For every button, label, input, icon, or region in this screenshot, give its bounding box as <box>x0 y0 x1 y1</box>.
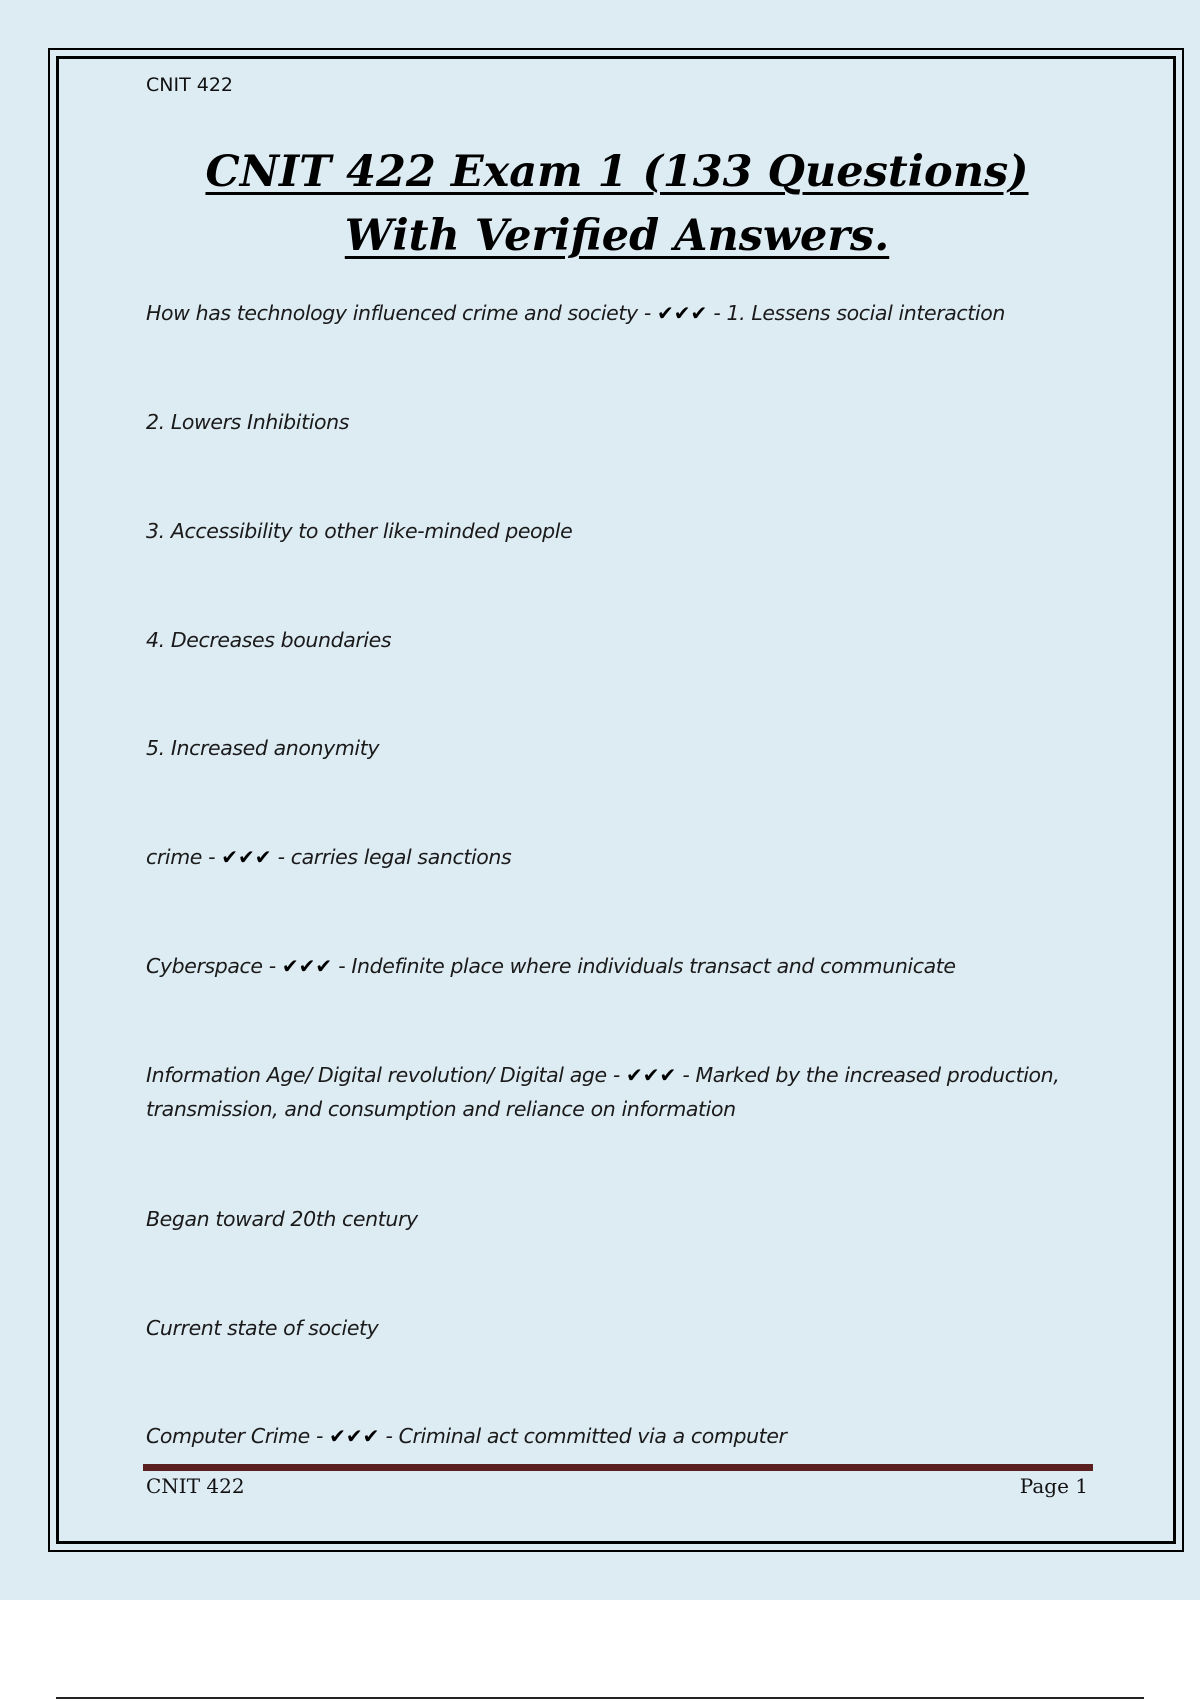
qa-entry: Began toward 20th century <box>146 1207 418 1231</box>
check-mark-icon: ✔✔✔ <box>625 1063 677 1087</box>
document-title <box>120 140 1114 268</box>
qa-answer: - 1. Lessens social interaction <box>707 301 1005 325</box>
title-line-2: With Verified Answers. <box>344 211 890 261</box>
qa-entry: 2. Lowers Inhibitions <box>146 410 350 434</box>
qa-entry <box>146 296 1096 330</box>
qa-answer: - Indefinite place where individuals transact and communicate <box>332 954 956 978</box>
footer-page-number: Page 1 <box>1019 1474 1088 1498</box>
next-page-top-rule <box>56 1697 1144 1699</box>
qa-question: crime - <box>146 845 222 869</box>
qa-entry: 5. Increased anonymity <box>146 736 380 760</box>
footer-divider <box>143 1464 1093 1471</box>
qa-entry: 4. Decreases boundaries <box>146 628 392 652</box>
qa-question: Computer Crime - <box>146 1424 330 1448</box>
qa-entry <box>146 840 1096 874</box>
qa-entry: 3. Accessibility to other like-minded people <box>146 519 573 543</box>
footer-course-label: CNIT 422 <box>146 1474 245 1498</box>
qa-question: Information Age/ Digital revolution/ Digital age - <box>146 1063 626 1087</box>
qa-question: How has technology influenced crime and society - <box>146 301 657 325</box>
qa-answer: - Marked by the increased production, transmission, and consumption and reliance on information <box>146 1063 1060 1121</box>
qa-entry: Current state of society <box>146 1316 379 1340</box>
qa-entry <box>146 1058 1096 1126</box>
qa-question: Cyberspace - <box>146 954 282 978</box>
check-mark-icon: ✔✔✔ <box>656 301 708 325</box>
check-mark-icon: ✔✔✔ <box>221 845 272 869</box>
title-line-1: CNIT 422 Exam 1 (133 Questions) <box>205 147 1029 197</box>
check-mark-icon: ✔✔✔ <box>329 1424 380 1448</box>
check-mark-icon: ✔✔✔ <box>281 954 333 978</box>
qa-entry <box>146 1419 1096 1453</box>
qa-answer: - carries legal sanctions <box>271 845 512 869</box>
header-course-label: CNIT 422 <box>146 74 233 96</box>
qa-answer: - Criminal act committed via a computer <box>379 1424 787 1448</box>
qa-entry <box>146 949 1096 983</box>
